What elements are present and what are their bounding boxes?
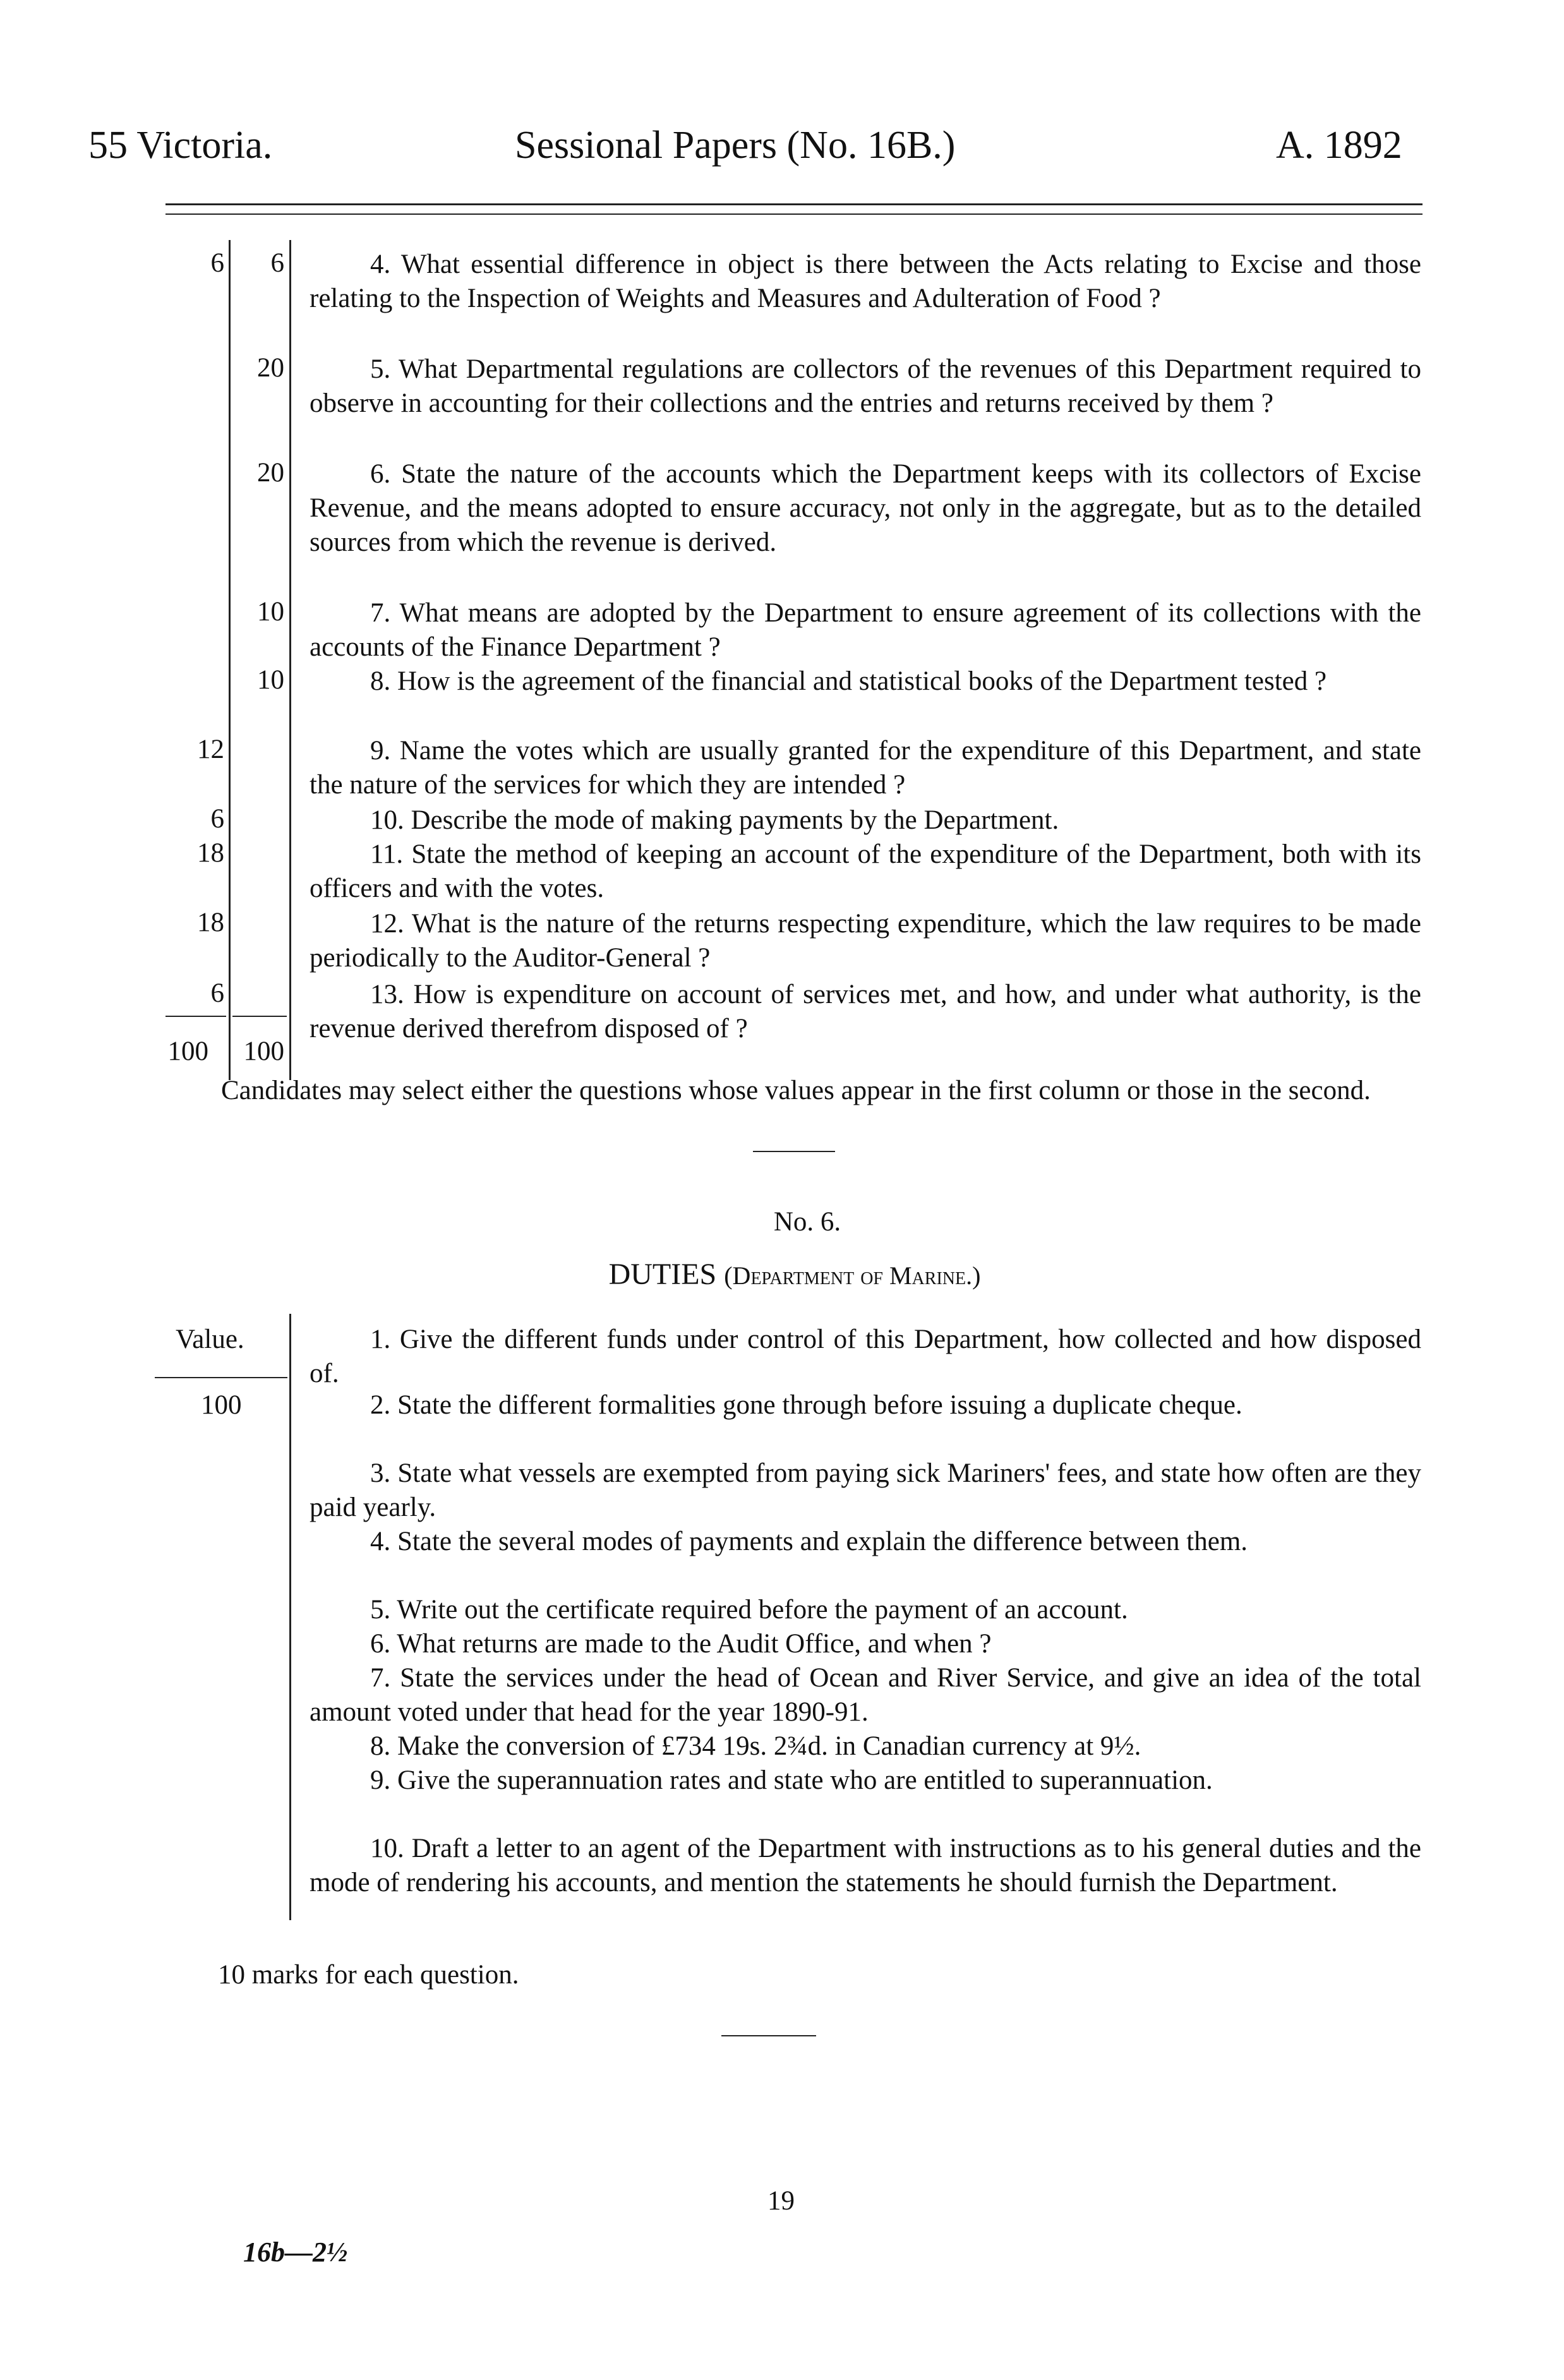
question-11: 11. State the method of keeping an account of the expenditure of the Department, both with its officers and with the votes. [310,839,1421,903]
q5-value-col2: 20 [257,353,284,383]
section-separator-2 [721,2035,816,2036]
marine-question-4: 4. State the several modes of payments and explain the difference between them. [370,1527,1248,1556]
candidates-note: Candidates may select either the questions whose values appear in the first column or those in the second. [221,1076,1371,1105]
header-rule-bottom [165,213,1423,215]
question-13: 13. How is expenditure on account of services met, and how, and under what authority, is the revenue derived therefrom disposed of ? [310,980,1421,1043]
section2-column-divider [289,1314,291,1920]
totals-rule-col2 [232,1016,287,1017]
marine-question-2: 2. State the different formalities gone through before issuing a duplicate cheque. [370,1390,1242,1420]
question-7: 7. What means are adopted by the Department to ensure agreement of its collections with the accounts of the Finance Department ? [310,598,1421,662]
question-10: 10. Describe the mode of making payments by the Department. [370,805,1059,835]
q4-value-col1: 6 [210,248,224,278]
totals-rule-col1 [165,1016,226,1017]
marks-note: 10 marks for each question. [218,1960,519,1990]
header-right: A. 1892 [1276,124,1402,167]
section-number: No. 6. [773,1207,841,1237]
section-separator-1 [753,1151,835,1152]
total-col2: 100 [243,1037,284,1066]
question-12: 12. What is the nature of the returns respecting expenditure, which the law requires to be made periodically to the Auditor-General ? [310,909,1421,973]
q11-value-col1: 18 [197,838,224,868]
question-4: 4. What essential difference in object is there between the Acts relating to Excise and those relating to the Inspection of Weights and Measures and Adulteration of Food ? [310,249,1421,313]
marine-question-1: 1. Give the different funds under control of this Department, how collected and how disposed of. [310,1325,1421,1388]
page-number: 19 [767,2186,795,2216]
header-rule-top [165,203,1423,205]
question-5: 5. What Departmental regulations are collectors of the revenues of this Department required to observe in accounting for their collections and the entries and returns received by them ? [310,354,1421,418]
question-8: 8. How is the agreement of the financial and statistical books of the Department tested ? [370,666,1327,696]
q13-value-col1: 6 [210,978,224,1008]
q8-value-col2: 10 [257,665,284,695]
section2-value: 100 [201,1390,242,1420]
total-col1: 100 [167,1037,208,1066]
section-title-main: DUTIES [608,1258,717,1291]
marine-question-5: 5. Write out the certificate required before the payment of an account. [370,1595,1128,1625]
value-column-divider-1 [229,240,231,1080]
q7-value-col2: 10 [257,597,284,627]
q9-value-col1: 12 [197,735,224,764]
value-label-rule [155,1377,287,1378]
q4-value-col2: 6 [270,248,284,278]
marine-question-6: 6. What returns are made to the Audit Office, and when ? [370,1629,992,1659]
q10-value-col1: 6 [210,804,224,834]
marine-question-10: 10. Draft a letter to an agent of the Department with instructions as to his general duties and the mode of rendering his accounts, and mention the statements he should furnish the Department. [310,1834,1421,1897]
marine-question-8: 8. Make the conversion of £734 19s. 2¾d. in Canadian currency at 9½. [370,1731,1141,1761]
section-title-sub: (Department of Marine.) [724,1261,981,1290]
marine-question-7: 7. State the services under the head of Ocean and River Service, and give an idea of the total amount voted under that head for the year 1890-91. [310,1663,1421,1727]
value-column-divider-2 [289,240,291,1080]
q12-value-col1: 18 [197,908,224,937]
header-left: 55 Victoria. [88,124,273,167]
value-label: Value. [176,1325,244,1354]
section-title [13,1257,1564,1292]
signature-mark: 16b—2½ [243,2237,347,2268]
marine-question-9: 9. Give the superannuation rates and state who are entitled to superannuation. [370,1765,1213,1795]
marine-question-3: 3. State what vessels are exempted from paying sick Mariners' fees, and state how often are they paid yearly. [310,1458,1421,1522]
question-9: 9. Name the votes which are usually granted for the expenditure of this Department, and state the nature of the services for which they are intended ? [310,736,1421,800]
header-center: Sessional Papers (No. 16B.) [515,124,956,167]
question-6: 6. State the nature of the accounts which the Department keeps with its collectors of Excise Revenue, and the means adopted to ensure accuracy, not only in the aggregate, but as to the detailed sources from which the revenue is derived. [310,459,1421,557]
q6-value-col2: 20 [257,458,284,488]
